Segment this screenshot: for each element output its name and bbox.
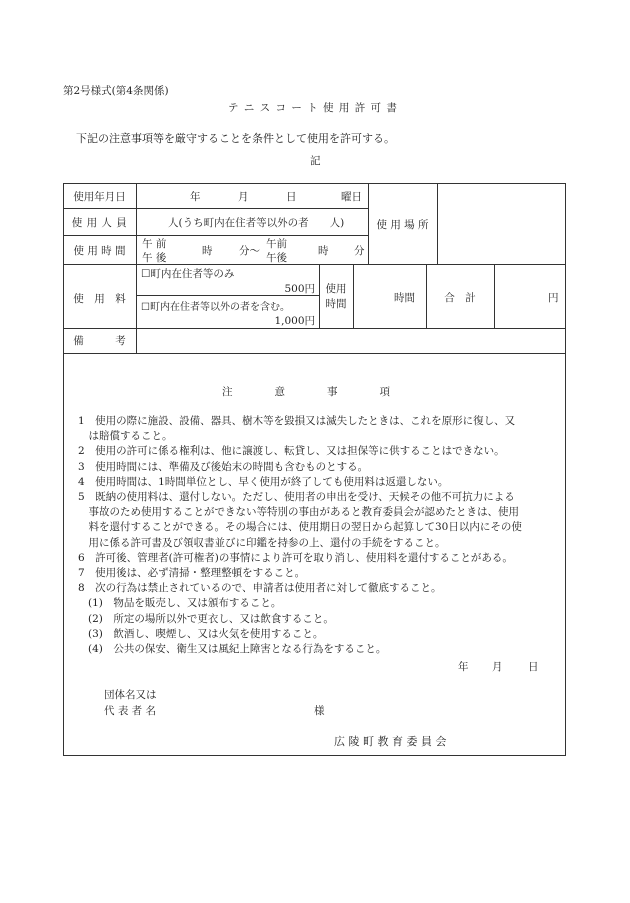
footer-day-unit: 日 bbox=[528, 661, 539, 673]
rep-label: 代 表 者 名 bbox=[104, 705, 157, 717]
yen-unit: 円 bbox=[548, 292, 559, 304]
grid-line bbox=[63, 328, 566, 329]
fee-label: 使 用 料 bbox=[73, 293, 126, 305]
grid-line bbox=[136, 183, 137, 353]
grid-line bbox=[63, 235, 368, 236]
notes-heading: 注 意 事 項 bbox=[222, 386, 390, 398]
org-label: 団体名又は bbox=[104, 689, 157, 701]
note-line: 4 使用時間は、1時間単位とし、早く使用が終了しても使用料は返還しない。 bbox=[78, 475, 449, 488]
form-number: 第2号様式(第4条関係) bbox=[63, 85, 169, 97]
date-day-unit: 日 bbox=[286, 191, 297, 203]
pm-label-start: 午 後 bbox=[142, 252, 167, 264]
note-subitem: (1) 物品を販売し、又は頒布すること。 bbox=[88, 597, 282, 610]
note-line: は賠償すること。 bbox=[78, 430, 173, 443]
note-line: 5 既納の使用料は、還付しない。ただし、使用者の申出を受け、天候その他不可抗力による bbox=[78, 491, 515, 504]
am-label-end: 午前 bbox=[266, 238, 287, 250]
note-line: 6 許可後、管理者(許可権者)の事情により許可を取り消し、使用料を還付することがある。 bbox=[78, 551, 513, 564]
sama-suffix: 様 bbox=[314, 705, 325, 717]
note-line: 8 次の行為は禁止されているので、申請者は使用者に対して徹底すること。 bbox=[78, 582, 442, 595]
usage-time-label-2: 時間 bbox=[325, 298, 347, 310]
hour-unit-start: 時 bbox=[202, 245, 213, 257]
grid-line bbox=[353, 264, 354, 328]
usage-time-label-1: 使用 bbox=[325, 283, 347, 295]
note-line: 7 使用後は、必ず清掃・整理整頓をすること。 bbox=[78, 567, 306, 580]
grid-line bbox=[63, 208, 368, 209]
hour-unit-end: 時 bbox=[318, 245, 329, 257]
grid-line bbox=[437, 183, 438, 264]
intro-text: 下記の注意事項等を厳守することを条件として使用を許可する。 bbox=[76, 132, 395, 145]
note-subitem: (3) 飲酒し、喫煙し、又は火気を使用すること。 bbox=[88, 627, 324, 640]
fee-option-nonresidents: ☐町内在住者等以外の者を含む。 bbox=[141, 302, 290, 313]
ki-mark: 記 bbox=[310, 155, 321, 167]
date-year-unit: 年 bbox=[190, 191, 201, 203]
footer-year-unit: 年 bbox=[458, 661, 469, 673]
am-label-start: 午 前 bbox=[142, 238, 167, 250]
people-value: 人(うち町内在住者等以外の者 人) bbox=[168, 217, 345, 229]
note-line: 用に係る許可書及び領収書並びに印鑑を持参の上、還付の手続をすること。 bbox=[78, 536, 446, 549]
date-label: 使用年月日 bbox=[73, 191, 126, 203]
grid-line bbox=[494, 264, 495, 328]
issuer-name: 広 陵 町 教 育 委 員 会 bbox=[334, 735, 447, 748]
date-weekday-unit: 曜日 bbox=[341, 191, 362, 203]
note-line: 3 使用時間には、準備及び後始末の時間も含むものとする。 bbox=[78, 460, 369, 473]
fee-price-nonresidents: 1,000円 bbox=[274, 315, 315, 327]
notes-list bbox=[78, 414, 522, 657]
grid-line bbox=[63, 353, 566, 354]
people-label: 使 用 人 員 bbox=[71, 217, 128, 229]
note-line: 料を還付することができる。その場合には、使用期日の翌日から起算して30日以内にその使 bbox=[78, 521, 522, 534]
fee-price-residents: 500円 bbox=[284, 283, 315, 295]
note-line: 事故のため使用することができない等特別の事由があると教育委員会が認めたときは、使用 bbox=[78, 506, 519, 519]
hours-unit: 時間 bbox=[394, 292, 415, 304]
total-label: 合 計 bbox=[444, 292, 476, 304]
footer-month-unit: 月 bbox=[492, 661, 503, 673]
page-title: テ ニ ス コ ー ト 使 用 許 可 書 bbox=[228, 102, 398, 114]
date-month-unit: 月 bbox=[238, 191, 249, 203]
note-subitem: (2) 所定の場所以外で更衣し、又は飲食すること。 bbox=[88, 612, 334, 625]
pm-label-end: 午後 bbox=[266, 252, 287, 264]
minute-unit-end: 分 bbox=[354, 245, 365, 257]
place-label: 使 用 場 所 bbox=[376, 219, 429, 231]
note-line: 2 使用の許可に係る権利は、他に譲渡し、転貸し、又は担保等に供することはできない。 bbox=[78, 445, 505, 458]
note-line: 1 使用の際に施設、設備、器具、樹木等を毀損又は滅失したときは、これを原形に復し、又 bbox=[78, 415, 516, 427]
fee-option-residents: ☐町内在住者等のみ bbox=[141, 268, 235, 280]
note-subitem: (4) 公共の保安、衛生又は風紀上障害となる行為をすること。 bbox=[88, 643, 387, 656]
minute-unit-start: 分～ bbox=[239, 245, 260, 257]
grid-line bbox=[63, 264, 566, 265]
time-label: 使 用 時 間 bbox=[73, 245, 126, 257]
remarks-label: 備 考 bbox=[73, 335, 126, 347]
